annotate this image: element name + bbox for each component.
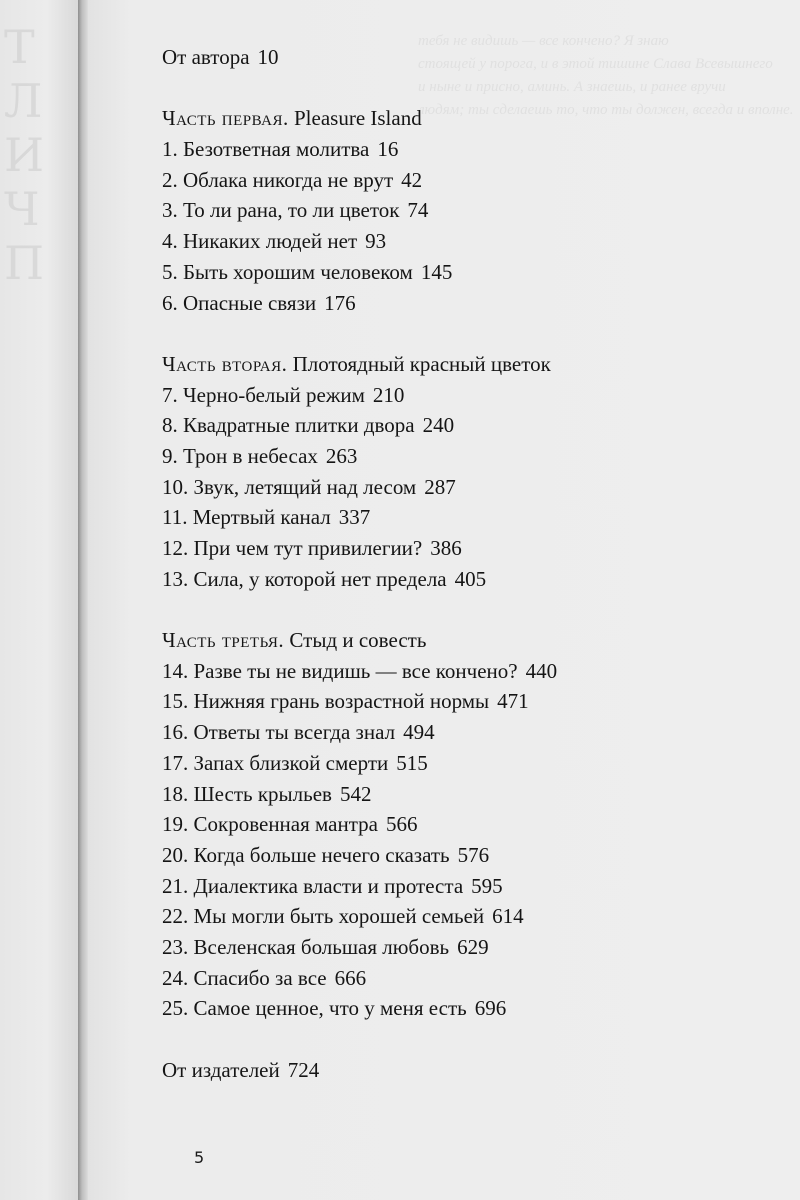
toc-entry-title: 21. Диалектика власти и протеста xyxy=(162,873,464,898)
toc-entry-title: От автора xyxy=(162,45,250,69)
toc-entry-title: 13. Сила, у которой нет предела xyxy=(162,566,447,591)
toc-entry-page: 74 xyxy=(407,198,429,223)
part-heading-3[interactable] xyxy=(162,625,782,656)
toc-entry-chapter[interactable] xyxy=(162,226,782,257)
toc-entry-chapter[interactable] xyxy=(162,472,782,503)
show-through-line: тебя не видишь — все кончено? Я знаю xyxy=(418,33,669,49)
toc-entry-title: 5. Быть хорошим человеком xyxy=(162,259,413,284)
toc-entry-chapter[interactable] xyxy=(162,257,782,288)
toc-entry-chapter[interactable] xyxy=(162,533,782,564)
toc-entry-title: 25. Самое ценное, что у меня есть xyxy=(162,996,467,1021)
toc-entry-chapter[interactable] xyxy=(162,840,782,871)
toc-entry-chapter[interactable] xyxy=(162,380,782,411)
toc-entry-chapter[interactable] xyxy=(162,134,782,165)
toc-entry-title: 2. Облака никогда не врут xyxy=(162,167,394,192)
part-title: Pleasure Island xyxy=(294,106,422,131)
toc-entry-title: 24. Спасибо за все xyxy=(162,965,327,990)
toc-entry-page: 145 xyxy=(420,259,453,284)
toc-entry-chapter[interactable] xyxy=(162,564,782,595)
toc-entry-chapter[interactable] xyxy=(162,871,782,902)
toc-entry-chapter[interactable] xyxy=(162,717,782,748)
table-of-contents xyxy=(162,42,782,1085)
part-title: Плотоядный красный цветок xyxy=(292,351,551,376)
toc-entry-page: 240 xyxy=(422,413,455,438)
toc-entry-page: 595 xyxy=(471,873,503,898)
show-through-line: стоящей у порога, и в этой тишине Слава Всевышнего xyxy=(418,56,773,72)
toc-entry-title: 7. Черно-белый режим xyxy=(162,382,365,407)
ghost-glyph: Л xyxy=(4,74,43,128)
ghost-glyph: П xyxy=(4,236,45,290)
toc-entry-title: 12. При чем тут привилегии? xyxy=(162,536,423,560)
book-gutter xyxy=(78,0,88,1200)
ghost-glyph: Ч xyxy=(4,182,40,236)
toc-entry-page: 210 xyxy=(372,382,405,407)
toc-entry-title: 19. Сокровенная мантра xyxy=(162,812,378,837)
toc-entry-page: 494 xyxy=(403,720,435,745)
toc-entry-chapter[interactable] xyxy=(162,809,782,840)
toc-entry-page: 614 xyxy=(492,904,524,929)
toc-entry-chapter[interactable] xyxy=(162,748,782,779)
toc-entry-chapter[interactable] xyxy=(162,288,782,319)
part-label: Часть первая. xyxy=(162,106,289,131)
show-through-line: людям; ты сделаешь то, что ты должен, всегда и вполне. xyxy=(418,102,794,118)
toc-entry-page: 440 xyxy=(525,658,558,683)
toc-entry-title: 18. Шесть крыльев xyxy=(162,781,332,806)
toc-entry-title: 16. Ответы ты всегда знал xyxy=(162,720,396,745)
toc-entry-title: 22. Мы могли быть хорошей семьей xyxy=(162,904,485,929)
ghost-glyph: И xyxy=(4,128,45,182)
toc-entry-page: 515 xyxy=(396,750,428,775)
toc-entry-title: 17. Запах близкой смерти xyxy=(162,750,389,775)
toc-entry-page: 576 xyxy=(457,842,490,867)
toc-entry-chapter[interactable] xyxy=(162,410,782,441)
part-heading-2[interactable] xyxy=(162,349,782,380)
toc-entry-title: От издателей xyxy=(162,1057,280,1082)
toc-entry-title: 23. Вселенская большая любовь xyxy=(162,934,450,959)
toc-entry-title: 20. Когда больше нечего сказать xyxy=(162,842,450,867)
toc-entry-page: 696 xyxy=(474,996,507,1021)
toc-entry-title: 1. Безответная молитва xyxy=(162,137,370,162)
toc-entry-page: 263 xyxy=(325,443,358,468)
toc-entry-chapter[interactable] xyxy=(162,656,782,687)
toc-entry-title: 15. Нижняя грань возрастной нормы xyxy=(162,689,490,714)
toc-entry-page: 42 xyxy=(401,167,423,192)
toc-entry-title: 14. Разве ты не видишь — все кончено? xyxy=(162,658,518,683)
toc-entry-outro[interactable] xyxy=(162,1055,782,1086)
toc-entry-page: 337 xyxy=(338,505,371,530)
toc-entry-title: 9. Трон в небесах xyxy=(162,443,318,468)
toc-entry-page: 566 xyxy=(386,812,418,837)
toc-entry-title: 6. Опасные связи xyxy=(162,290,317,315)
toc-entry-intro[interactable] xyxy=(162,42,782,73)
contents-page xyxy=(88,0,800,1200)
toc-entry-chapter[interactable] xyxy=(162,901,782,932)
toc-entry-title: 10. Звук, летящий над лесом xyxy=(162,474,417,499)
ghost-glyph: Т xyxy=(4,20,35,74)
show-through-line: и ныне и присно, аминь. А знаешь, и ранее вручи xyxy=(418,79,726,95)
toc-entry-chapter[interactable] xyxy=(162,779,782,810)
toc-entry-page: 16 xyxy=(377,137,399,162)
toc-entry-title: 8. Квадратные плитки двора xyxy=(162,413,415,438)
toc-entry-page: 629 xyxy=(457,934,489,959)
toc-entry-chapter[interactable] xyxy=(162,165,782,196)
part-title: Стыд и совесть xyxy=(289,628,427,653)
toc-entry-page: 10 xyxy=(257,45,279,69)
toc-entry-title: 3. То ли рана, то ли цветок xyxy=(162,198,400,223)
toc-entry-chapter[interactable] xyxy=(162,502,782,533)
toc-entry-title: 4. Никаких людей нет xyxy=(162,229,358,254)
toc-entry-chapter[interactable] xyxy=(162,963,782,994)
toc-entry-page: 287 xyxy=(424,474,456,499)
toc-entry-page: 666 xyxy=(334,965,367,990)
toc-entry-page: 724 xyxy=(287,1057,320,1082)
toc-entry-page: 176 xyxy=(324,290,356,315)
left-page-edge xyxy=(0,0,78,1200)
toc-entry-chapter[interactable] xyxy=(162,993,782,1024)
toc-entry-page: 542 xyxy=(339,781,372,806)
toc-entry-page: 93 xyxy=(365,229,387,254)
toc-entry-chapter[interactable] xyxy=(162,686,782,717)
toc-entry-page: 471 xyxy=(497,689,529,714)
toc-entry-chapter[interactable] xyxy=(162,932,782,963)
part-label: Часть вторая. xyxy=(162,351,288,376)
part-heading-1[interactable] xyxy=(162,103,782,134)
toc-entry-title: 11. Мертвый канал xyxy=(162,505,331,530)
toc-entry-page: 386 xyxy=(430,536,462,560)
page-number: 5 xyxy=(194,1148,205,1167)
left-page-show-through xyxy=(4,20,74,290)
part-label: Часть третья. xyxy=(162,628,285,653)
toc-entry-chapter[interactable] xyxy=(162,195,782,226)
toc-entry-page: 405 xyxy=(454,566,487,591)
toc-entry-chapter[interactable] xyxy=(162,441,782,472)
